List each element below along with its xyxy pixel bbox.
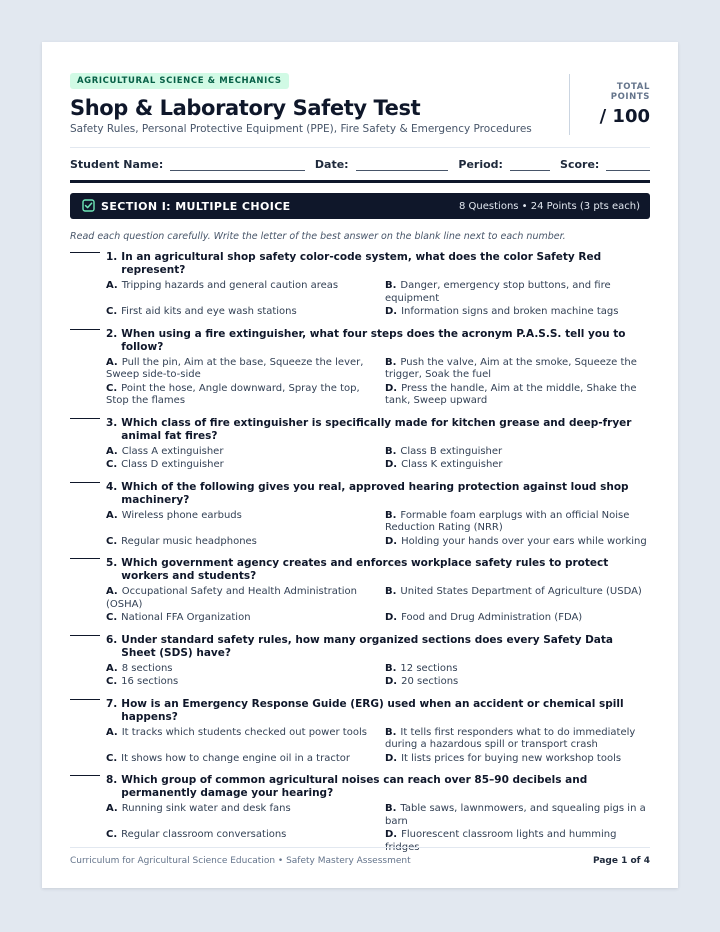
option-text: Tripping hazards and general caution areas	[121, 280, 339, 291]
question-list	[70, 251, 650, 854]
option-text: Occupational Safety and Health Administration (OSHA)	[106, 586, 358, 610]
answer-options	[106, 663, 650, 689]
question-number: 2.	[106, 327, 118, 340]
test-page	[42, 42, 678, 888]
option-letter: A.	[106, 662, 118, 674]
option-text: 8 sections	[121, 662, 173, 674]
option-text: Running sink water and desk fans	[121, 803, 291, 814]
option-letter: C.	[106, 382, 118, 394]
option-letter: A.	[106, 586, 118, 597]
option-letter: A.	[106, 803, 118, 814]
option-text: Pull the pin, Aim at the base, Squeeze the lever, Sweep side-to-side	[106, 356, 364, 380]
option-text: United States Department of Agriculture (USDA)	[400, 586, 642, 597]
footer-curriculum: Curriculum for Agricultural Science Education • Safety Mastery Assessment	[70, 856, 411, 866]
question-number: 4.	[106, 480, 118, 493]
option-letter: D.	[385, 752, 398, 764]
option-text: Class B extinguisher	[400, 445, 503, 457]
answer-option	[385, 586, 650, 611]
page-footer	[70, 847, 650, 866]
option-letter: C.	[106, 306, 118, 317]
option-letter: D.	[385, 382, 398, 394]
question-stem	[70, 774, 650, 800]
question-stem	[70, 698, 650, 724]
total-points-label: TOTAL POINTS	[610, 82, 650, 102]
option-letter: B.	[385, 280, 397, 291]
question-text: Under standard safety rules, how many organized sections does every Safety Data Sheet (SDS) have?	[121, 633, 613, 659]
question-stem	[70, 328, 650, 354]
question-item	[70, 698, 650, 766]
info-divider	[70, 180, 650, 183]
question-number: 5.	[106, 557, 118, 569]
option-text: 12 sections	[400, 662, 458, 674]
answer-option	[385, 357, 650, 382]
test-header	[70, 68, 650, 135]
answer-option	[385, 612, 650, 625]
answer-option	[385, 280, 650, 305]
answer-option	[106, 586, 385, 611]
option-letter: D.	[385, 459, 398, 470]
answer-option	[106, 727, 385, 752]
period-label: Period:	[458, 158, 503, 171]
page-title: Shop & Laboratory Safety Test	[70, 96, 421, 120]
question-item	[70, 634, 650, 689]
score-field[interactable]	[606, 158, 650, 171]
option-text: National FFA Organization	[121, 612, 251, 623]
answer-option	[106, 676, 385, 689]
question-number: 7.	[106, 697, 118, 710]
answer-blank[interactable]	[70, 635, 100, 636]
option-letter: B.	[385, 586, 397, 597]
question-number: 8.	[106, 774, 118, 786]
answer-options	[106, 280, 650, 319]
question-stem	[70, 557, 650, 583]
question-number: 3.	[106, 416, 118, 429]
score-label: Score:	[560, 158, 600, 171]
option-text: Formable foam earplugs with an official Noise Reduction Rating (NRR)	[385, 509, 630, 533]
option-text: Information signs and broken machine tags	[401, 306, 619, 317]
answer-option	[385, 510, 650, 535]
section-title: SECTION I: MULTIPLE CHOICE	[101, 199, 291, 213]
answer-option	[106, 753, 385, 766]
option-text: Push the valve, Aim at the smoke, Squeeze the trigger, Soak the fuel	[385, 356, 637, 380]
option-letter: D.	[385, 535, 398, 547]
question-text: Which of the following gives you real, approved hearing protection against loud shop machinery?	[121, 480, 629, 506]
option-letter: A.	[106, 280, 118, 291]
footer-page-number: Page 1 of 4	[593, 856, 650, 866]
option-letter: C.	[106, 676, 118, 687]
answer-option	[385, 383, 650, 408]
option-text: Wireless phone earbuds	[121, 509, 242, 521]
option-letter: C.	[106, 535, 118, 547]
option-letter: A.	[106, 509, 118, 521]
option-text: It lists prices for buying new workshop tools	[401, 752, 622, 764]
answer-option	[385, 459, 650, 472]
option-letter: C.	[106, 612, 118, 623]
subject-badge: AGRICULTURAL SCIENCE & MECHANICS	[70, 73, 289, 89]
answer-blank[interactable]	[70, 329, 100, 330]
date-label: Date:	[314, 158, 349, 171]
option-letter: D.	[385, 829, 398, 840]
answer-option	[106, 357, 385, 382]
answer-option	[385, 753, 650, 766]
option-letter: A.	[106, 356, 118, 368]
answer-blank[interactable]	[70, 418, 100, 419]
answer-blank[interactable]	[70, 558, 100, 559]
question-item	[70, 251, 650, 319]
option-text: Table saws, lawnmowers, and squealing pigs in a barn	[385, 803, 646, 827]
answer-options	[106, 446, 650, 472]
option-text: Danger, emergency stop buttons, and fire equipment	[385, 280, 611, 304]
question-text: Which class of fire extinguisher is specifically made for kitchen grease and deep-fryer animal fat fires?	[121, 416, 632, 442]
answer-options	[106, 586, 650, 625]
question-stem	[70, 417, 650, 443]
student-name-label: Student Name:	[70, 158, 164, 171]
option-text: It tracks which students checked out power tools	[121, 726, 367, 738]
option-text: Point the hose, Angle downward, Spray the top, Stop the flames	[106, 382, 360, 406]
option-text: Press the handle, Aim at the middle, Shake the tank, Sweep upward	[385, 382, 637, 406]
instructions: Read each question carefully. Write the letter of the best answer on the blank line next to each number.	[70, 231, 566, 242]
page-subtitle: Safety Rules, Personal Protective Equipment (PPE), Fire Safety & Emergency Procedures	[70, 123, 532, 135]
option-text: Regular music headphones	[121, 535, 257, 547]
question-stem	[70, 481, 650, 507]
answer-option	[106, 663, 385, 676]
answer-option	[385, 446, 650, 459]
answer-option	[385, 676, 650, 689]
option-letter: D.	[385, 306, 398, 317]
question-item	[70, 557, 650, 625]
total-points-value: / 100	[599, 106, 650, 127]
answer-option	[385, 306, 650, 319]
option-text: Food and Drug Administration (FDA)	[401, 612, 583, 623]
answer-option	[106, 536, 385, 549]
option-letter: D.	[385, 676, 398, 687]
option-letter: B.	[385, 803, 397, 814]
answer-option	[106, 280, 385, 305]
option-letter: B.	[385, 509, 397, 521]
question-text: How is an Emergency Response Guide (ERG) used when an accident or chemical spill happens?	[121, 697, 624, 723]
option-text: It shows how to change engine oil in a tractor	[121, 752, 350, 764]
answer-option	[385, 663, 650, 676]
answer-options	[106, 510, 650, 549]
option-letter: C.	[106, 752, 118, 764]
question-number: 6.	[106, 633, 118, 646]
total-points-box	[569, 74, 650, 135]
option-text: Class K extinguisher	[401, 459, 503, 470]
answer-option	[385, 803, 650, 828]
question-item	[70, 328, 650, 408]
header-divider	[70, 147, 650, 148]
option-text: 16 sections	[121, 676, 179, 687]
answer-option	[106, 612, 385, 625]
option-text: Class D extinguisher	[121, 459, 224, 470]
answer-option	[106, 459, 385, 472]
answer-option	[106, 383, 385, 408]
answer-blank[interactable]	[70, 482, 100, 483]
option-letter: A.	[106, 445, 118, 457]
question-number: 1.	[106, 251, 118, 263]
option-letter: B.	[385, 445, 397, 457]
question-text: Which group of common agricultural noises can reach over 85–90 decibels and permanently damage your hearing?	[121, 774, 588, 799]
answer-option	[385, 536, 650, 549]
option-letter: B.	[385, 662, 397, 674]
answer-options	[106, 727, 650, 766]
option-text: Class A extinguisher	[121, 445, 224, 457]
question-text: In an agricultural shop safety color-code system, what does the color Safety Red represent?	[121, 251, 602, 276]
date-field[interactable]	[356, 158, 449, 171]
answer-option	[106, 446, 385, 459]
answer-blank[interactable]	[70, 775, 100, 776]
option-letter: C.	[106, 459, 118, 470]
student-name-field[interactable]	[170, 158, 305, 171]
checkbox-icon	[82, 197, 95, 216]
option-letter: C.	[106, 829, 118, 840]
answer-option	[385, 727, 650, 752]
answer-blank[interactable]	[70, 252, 100, 253]
question-item	[70, 417, 650, 472]
answer-option	[106, 306, 385, 319]
section-meta: 8 Questions • 24 Points (3 pts each)	[459, 200, 640, 212]
answer-option	[106, 803, 385, 828]
option-text: It tells first responders what to do immediately during a hazardous spill or transport crash	[385, 726, 636, 750]
answer-blank[interactable]	[70, 699, 100, 700]
question-text: Which government agency creates and enforces workplace safety rules to protect workers and students?	[121, 557, 609, 582]
option-text: Regular classroom conversations	[121, 829, 287, 840]
answer-option	[106, 510, 385, 535]
question-text: When using a fire extinguisher, what four steps does the acronym P.A.S.S. tell you to follow?	[121, 327, 626, 353]
question-stem	[70, 634, 650, 660]
student-info-row	[70, 158, 650, 171]
option-text: Fluorescent classroom lights and humming fridges	[385, 829, 617, 853]
question-item	[70, 481, 650, 549]
section-header	[70, 193, 650, 219]
option-text: Holding your hands over your ears while working	[401, 535, 647, 547]
option-letter: B.	[385, 726, 397, 738]
period-field[interactable]	[510, 158, 550, 171]
option-letter: B.	[385, 356, 397, 368]
option-letter: A.	[106, 726, 118, 738]
question-stem	[70, 251, 650, 277]
option-letter: D.	[385, 612, 398, 623]
question-item	[70, 774, 650, 854]
answer-options	[106, 357, 650, 408]
option-text: 20 sections	[401, 676, 459, 687]
option-text: First aid kits and eye wash stations	[121, 306, 297, 317]
